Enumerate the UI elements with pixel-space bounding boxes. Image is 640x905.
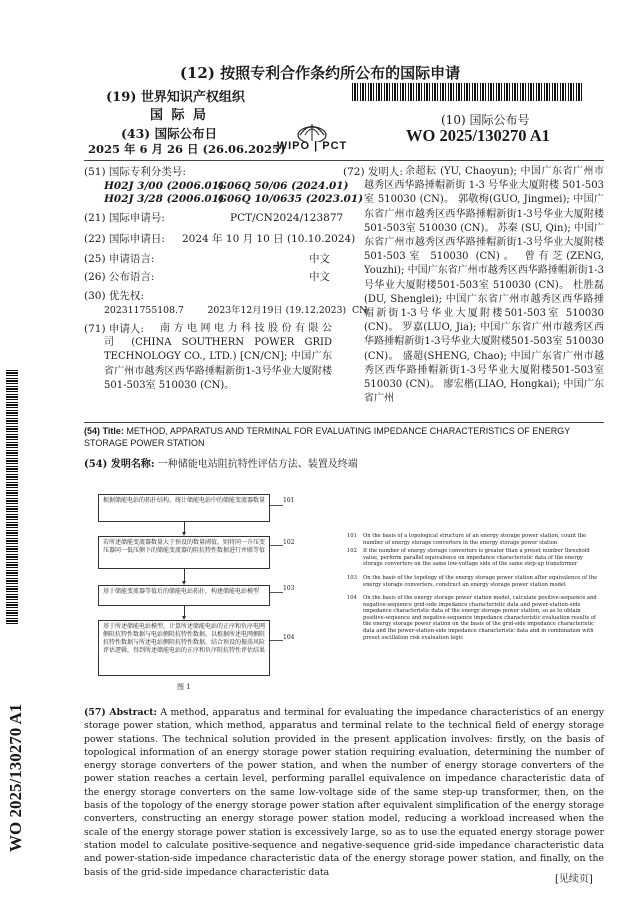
title-cn-text: 一种储能电站阻抗特性评估方法、装置及终端	[157, 459, 358, 470]
wipo-pct-text: WIPO | PCT	[276, 140, 348, 152]
title-en-label: (54) Title:	[84, 426, 124, 436]
pub-date: 2025 年 6 月 26 日 (26.06.2025)	[88, 142, 286, 156]
flow-step-text: 基于储能变流器等值后的储能电站拓扑，构建储能电站模型	[103, 588, 260, 595]
side-publication-number: WO 2025/130270 A1	[6, 703, 25, 852]
header-divider	[84, 160, 604, 161]
ipc-1-1: G06Q 10/0635 (2023.01)	[218, 193, 364, 205]
title-en-text: METHOD, APPARATUS AND TERMINAL FOR EVALUATING IMPEDANCE CHARACTERISTICS OF ENERGY STORAGE POWER STATION	[84, 426, 571, 448]
app-no-value: PCT/CN2024/123877	[230, 212, 344, 224]
pub-number: WO 2025/130270 A1	[406, 126, 550, 145]
priority-value: 202311755108.7 2023年12月19日 (19.12.2023) CN	[104, 305, 368, 316]
figure-caption: 图 1	[177, 683, 191, 691]
continued-note: [见续页]	[555, 874, 593, 885]
legend-text: On the basis of the topology of the energy storage power station after equivalence of the energy storage converters, construct an energy storage power station model	[363, 575, 598, 588]
wipo-emblem-icon	[283, 120, 341, 142]
section-divider-1	[84, 422, 604, 423]
legend-num: 102	[347, 548, 357, 554]
applicant-label: (71) 申请人:	[84, 323, 144, 335]
legend-text: If the number of energy storage converters is greater than a preset number threshold value, perform parallel equivalence on impedance characteristic data of the energy storage converters on the same low-voltage side of the same step-up transformer	[363, 548, 590, 568]
priority-label: (30) 优先权:	[84, 290, 144, 302]
legend-num: 103	[347, 575, 357, 581]
flow-step-num: 102	[283, 539, 295, 546]
pub-lang-value: 中文	[309, 271, 330, 283]
abstract	[84, 706, 604, 879]
document-title: (12) 按照专利合作条约所公布的国际申请	[179, 64, 461, 82]
filing-date-label: (22) 国际申请日:	[84, 233, 165, 245]
pub-no-label: (10) 国际公布号	[441, 113, 530, 127]
applicant-value: 南 方 电 网 电 力 科 技 股 份 有 限 公 司 (CHINA SOUTHERN POWER GRID TECHNOLOGY CO., LTD.) [CN/CN]; 中国广东省广州市越秀区西华路捶帽新街1-3号华业大厦附楼501-503室 510030 (CN)。	[104, 323, 332, 391]
flow-leader	[270, 592, 283, 593]
abstract-label: (57) Abstract:	[84, 707, 157, 718]
org-name: (19) 世界知识产权组织	[106, 90, 245, 105]
title-cn-label: (54) 发明名称:	[84, 459, 155, 470]
inventor-value: 余超耘 (YU, Chaoyun); 中国广东省广州市越秀区西华路捶帽新街 1-3 号华业大厦附楼 501-503 室 510030 (CN)。 郭敬梅(GUO, Jingmei); 中国广东省广州市越秀区西华路捶帽新街1-3号华业大厦附楼501-503室 510030 (CN)。 苏秦 (SU, Qin); 中国广东省广州市越秀区西华路捶帽新街1-3号华业大厦附楼501-503室 510030 (CN)。 曾有芝(ZENG, Youzhi); 中国广东省广州市越秀区西华路捶帽新街1-3号华业大厦附楼501-503室 510030 (CN)。 杜胜磊(DU, Shenglei); 中国广东省广州市越秀区西华路捶帽新街1-3号华业大厦附楼501-503室 510030 (CN)。 罗嘉(LUO, Jia); 中国广东省广州市越秀区西华路捶帽新街1-3号华业大厦附楼501-503室 510030 (CN)。 盛超(SHENG, Chao); 中国广东省广州市越秀区西华路捶帽新街1-3号华业大厦附楼501-503室 510030 (CN)。 廖宏楷(LIAO, Hongkai); 中国广东省广州	[364, 166, 604, 405]
abstract-text: A method, apparatus and terminal for evaluating the impedance characteristics of an energy storage power station, which method, apparatus and terminal relate to the technical field of energy storage power stations. The technical solution provided in the present application involves: firstly, on the basis of topological information of an energy storage power station requiring evaluation, determining the number of energy storage converters of the power station, and when the number of energy storage converters of the power station reaches a certain level, performing parallel equivalence on impedance characteristic data of the energy storage converters on the same low-voltage side of the same step-up transformer, then, on the basis of the topology of the energy storage power station after equivalent simplification of the energy storage converters, constructing an energy storage power station model, reducing a workload increased when the scale of the energy storage power station is excessively large, so as to use the equated energy storage power station model to calculate positive-sequence and negative-sequence grid-side impedance characteristic data and power-station-side impedance characteristic data of the energy storage power station, and finally, on the basis of the grid-side impedance characteristic data	[84, 707, 604, 878]
flow-step-104	[98, 620, 270, 676]
pub-date-label: (43) 国际公布日	[121, 126, 218, 141]
ipc-0-0: H02J 3/00 (2006.01)	[104, 180, 224, 192]
ipc-0-1: G06Q 50/06 (2024.01)	[218, 180, 349, 192]
app-no-label: (21) 国际申请号:	[84, 212, 165, 224]
inventor-label: (72) 发明人:	[343, 166, 403, 178]
flow-arrow	[184, 606, 185, 617]
flow-step-num: 103	[283, 585, 295, 592]
filing-date-value: 2024 年 10 月 10 日 (10.10.2024)	[182, 233, 356, 245]
pub-lang-label: (26) 公布语言:	[84, 271, 155, 283]
ipc-1-0: H02J 3/28 (2006.01)	[104, 193, 224, 205]
flow-leader	[270, 505, 283, 506]
legend-num: 101	[347, 533, 357, 539]
ipc-label: (51) 国际专利分类号:	[84, 166, 186, 178]
title-en	[84, 425, 604, 449]
flow-step-text: 根据储能电站的拓扑结构，统计储能电站中的储能变流器数量	[103, 497, 266, 504]
flow-step-num: 101	[283, 497, 295, 504]
flow-step-num: 104	[283, 634, 295, 641]
org-bureau: 国 际 局	[150, 108, 209, 123]
flow-step-103	[98, 585, 270, 606]
filing-lang-label: (25) 申请语言:	[84, 253, 155, 265]
title-cn	[84, 455, 358, 470]
flow-leader	[270, 640, 283, 641]
legend-num: 104	[347, 595, 357, 601]
filing-lang-value: 中文	[309, 253, 330, 265]
flow-step-102	[98, 536, 270, 569]
flow-arrow	[184, 522, 185, 533]
side-barcode	[6, 370, 18, 625]
flow-step-text: 基于所述储能电站模型，计算所述储能电站的正序和负序电网侧阻抗特性数据与电站侧阻抗特性数据，以根据所述电网侧阻抗特性数据与所述电站侧阻抗特性数据，结合预设的振荡风险评估逻辑，得到所述储能电站的正序和负序阻抗特性评估结果	[103, 623, 266, 654]
flow-arrow	[184, 569, 185, 582]
flow-step-101	[98, 494, 270, 522]
legend-text: On the basis of the energy storage power station model, calculate positive-sequence and negative-sequence grid-side impedance characteristic data and power-station-side impedance characteristic data of the energy storage power station, so as to obtain positive-sequence and negative-sequence impedance characteristic evaluation results of the energy storage power station on the basis of the grid-side impedance characteristic data and the power-station-side impedance characteristic data and in combination with preset oscillation risk evaluation logic	[363, 595, 597, 641]
flow-step-text: 若所述储能变流器数量大于预设的数量阈值，则将同一升压变压器同一低压侧下的储能变流器的阻抗特性数据进行并联等值	[103, 539, 266, 554]
publication-barcode	[352, 83, 584, 101]
legend-text: On the basis of a topological structure of an energy storage power station, count the number of energy storage converters in the energy storage power station	[363, 533, 587, 546]
flow-leader	[270, 545, 283, 546]
wipo-logo	[276, 120, 348, 156]
